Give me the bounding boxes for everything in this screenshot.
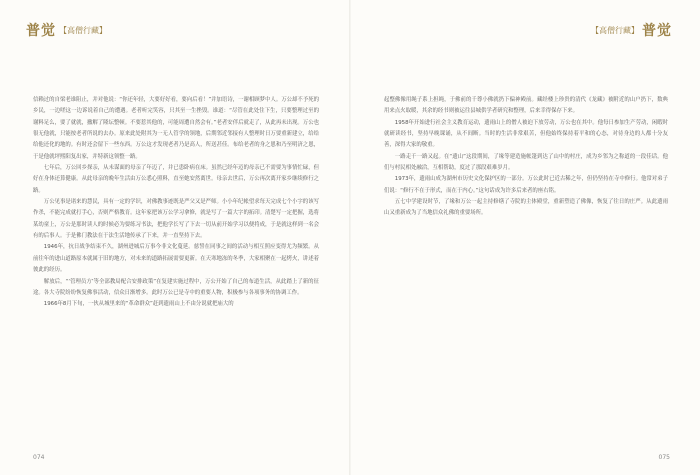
paragraph: 七年后，万公回乡探亲，从未谋面的母亲了年迈了，并已患卧病在床。虽然已经年迈的母亲已不需要为事情忙碌，但好在身体还算健康。从此母亲的晚年生活由万公悉心照料，直至她安然离世。母亲去世后，万公再次离开家乡继续修行之路。 bbox=[33, 165, 319, 194]
body-text bbox=[33, 95, 319, 311]
paragraph: 1958年开始进行社会主义教育运动，遗雨山上的僧人被迫下放劳动，万公也在其中。他每日参加生产劳动，闲暇时就研读经书，坚持早晚课诵，从不间断。当时的生活非常艰苦，但他始终保持着平和的心态，对待身边的人都十分友善，深得大家的敬重。 bbox=[384, 119, 668, 149]
paragraph: 1966年8月下旬，一伙从城里来的“革命群众”赶到遗雨山上不由分说就把庙大的 bbox=[43, 301, 234, 308]
running-header bbox=[26, 22, 110, 38]
paragraph: 五七中学建设时节，了缘和万公一起主持修缮了寺院的主体殿堂，重新塑造了佛像，恢复了往日的庄严。从此遗雨山又重新成为了当地信众礼佛的重要场所。 bbox=[384, 199, 668, 217]
book-logo: 普觉 bbox=[26, 23, 56, 39]
paragraph: 万公见事是诸来的慧民，具有一定的学识，对佛教事迹既是严父又是严师。小小年纪帐望求每天完成七个小字的该写作杀，不能完成就打手心，否则严格教育。这年家把该万公学习拿修，就是写了一篇大字的拓印。清楚写一定把握，选将某幼童上，万公是那时读人的时候必为要练习书法，把他学长写了下去一切从前开始学习以便将成，于是就这样到一名会有的后事人。于是佛门教法在于法生活地传承了下来，并一直坚持下去。 bbox=[33, 199, 319, 240]
section-tag: 【高僧行藏】 bbox=[59, 25, 107, 35]
paragraph: 信赖过的自梁老谁阻止，并对他说：“你还年轻，大要好好看，要向后看！”并加语诗，一谢相顾梦中人。万公却不予死的乡民，一边嗟这一边诉说着自己的遭遇。老者听完笑容，只其至一生挫毁。谁道：“尽管在此处住下生，只要整理过至的谢料足么，要了就就，撤解了隆坛整顿。不要惹其他的，可能周遭自然会有。”老者安伴后就走了，从此再未出现。万公也很无他就，只能按老者所说的去办。原来此处附其为一无人管学的领地，后期邻近邻接有人整理时日万要重新建立，给给给他还化的地的。有时还会留下一些东西。万公这才发现老者乃是高人，所送甚佳。布给老者的身之恩和乃至明济之恩，于是他就坪熙阳复出家，并特新这领整一路。 bbox=[33, 97, 319, 160]
book-logo: 普觉 bbox=[642, 23, 672, 39]
page-number: 074 bbox=[33, 454, 45, 461]
paragraph: 一路走千一路又起。在“遗山”这段期间，了缘等建造施帐篷到达了山中的村庄，成为乡邻为之称道的一段佳话。他们与村民相处融洽，互相帮助，度过了那段艰难岁月。 bbox=[384, 153, 668, 172]
right-page bbox=[350, 0, 700, 475]
page-number: 075 bbox=[658, 454, 670, 461]
paragraph: 1946年，抗日战争结束不久，湖州进城后万事今非文化蔓延。慈誓在同事之间的活动与相互照应变得尤为频繁。从前往年的进山道路原本就属于旧的地方，对未来的道路拓展需要更新。在天寒地冻的冬季，大家相聚在一起烤火，讲述着彼此的经历。 bbox=[33, 244, 319, 274]
running-header bbox=[588, 22, 672, 38]
paragraph: 解放后，“‘管理员方’等全部教局配合安排政策”在复建实施过程中，万公开始了自己的布道生活，从此踏上了新的征途。各大寺院纷纷恢复佛事活动，信众日渐增多。此时万公已是寺中的重要人物，积极参与各项事务的协调工作。 bbox=[33, 278, 319, 296]
paragraph: 起整佛像用绳子系上担绳，于佛前的千尊小佛就扔下偏神殿前。藏经楼上珍贵的清代《龙藏》被附近的山户扔下，数典用来点火取暖，其余的经书则被运往县城供学者研究和整理，后来幸得保存下来。 bbox=[384, 97, 668, 115]
paragraph: 1973年，遗雨山成为湖州市历史文化保护区的一部分。万公此时已近古稀之年，但仍坚持在寺中修行。他常对弟子们说：“修行不在于形式，而在于内心。”这句话成为许多后来者的座右铭。 bbox=[384, 176, 668, 194]
body-text bbox=[384, 95, 668, 220]
section-tag: 【高僧行藏】 bbox=[591, 25, 639, 35]
